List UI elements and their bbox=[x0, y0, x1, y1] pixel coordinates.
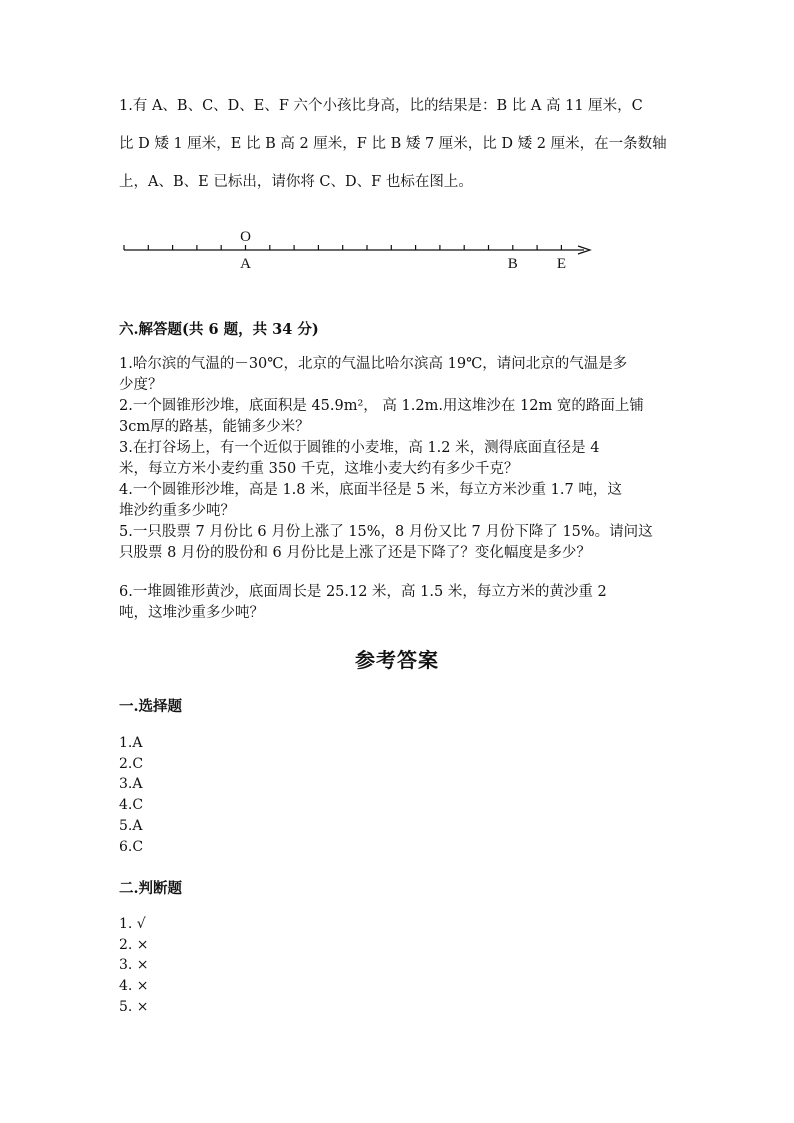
origin-label: O bbox=[240, 229, 251, 245]
problem-line-3: 上，A、B、E 已标出，请你将 C、D、F 也标在图上。 bbox=[119, 174, 473, 190]
section-6-heading: 六.解答题(共 6 题，共 34 分) bbox=[119, 321, 319, 338]
choice-answer-2: 2.C bbox=[119, 755, 144, 772]
question-2-line-1: 2.一个圆锥形沙堆，底面积是 45.9m²， 高 1.2m.用这堆沙在 12m 宽的路面上铺 bbox=[119, 398, 644, 414]
judgment-answer-5: 5. × bbox=[119, 998, 149, 1015]
question-4-line-2: 堆沙约重多少吨？ bbox=[119, 503, 235, 519]
judgment-answer-3: 3. × bbox=[119, 957, 149, 974]
answer-key-title: 参考答案 bbox=[355, 648, 439, 672]
question-6-line-1: 6.一堆圆锥形黄沙，底面周长是 25.12 米，高 1.5 米，每立方米的黄沙重 2 bbox=[119, 584, 607, 600]
point-label-a: A bbox=[240, 256, 251, 272]
problem-line-1: 1.有 A、B、C、D、E、F 六个小孩比身高，比的结果是：B 比 A 高 11 厘米，C bbox=[119, 98, 643, 114]
choice-answer-4: 4.C bbox=[119, 797, 144, 814]
judgment-answers-list bbox=[119, 914, 149, 1018]
judgment-answer-2: 2. × bbox=[119, 936, 149, 953]
choice-answer-6: 6.C bbox=[119, 838, 144, 855]
number-line bbox=[110, 222, 610, 282]
point-label-e: E bbox=[556, 256, 566, 272]
question-4-line-1: 4.一个圆锥形沙堆，高是 1.8 米，底面半径是 5 米，每立方米沙重 1.7 吨，这 bbox=[119, 482, 622, 498]
choice-answer-5: 5.A bbox=[119, 817, 143, 834]
question-2-line-2: 3cm厚的路基，能铺多少米？ bbox=[119, 419, 310, 435]
question-1-line-1: 1.哈尔滨的气温的－30℃，北京的气温比哈尔滨高 19℃，请问北京的气温是多 bbox=[119, 356, 628, 372]
question-5-line-2: 只股票 8 月份的股份和 6 月份比是上涨了还是下降了？变化幅度是多少？ bbox=[119, 545, 591, 561]
point-label-b: B bbox=[507, 256, 518, 272]
judgment-answer-4: 4. × bbox=[119, 978, 149, 995]
choice-answer-3: 3.A bbox=[119, 776, 143, 793]
question-list bbox=[119, 354, 679, 624]
answers-section-2-heading: 二.判断题 bbox=[119, 880, 183, 897]
choice-answers-list bbox=[119, 733, 143, 857]
question-1-line-2: 少度？ bbox=[119, 377, 163, 393]
judgment-answer-1: 1. √ bbox=[119, 916, 146, 932]
question-3-line-2: 米，每立方米小麦约重 350 千克，这堆小麦大约有多少千克？ bbox=[119, 461, 519, 477]
question-5-line-1: 5.一只股票 7 月份比 6 月份上涨了 15%，8 月份又比 7 月份下降了 15%。请问这 bbox=[119, 524, 653, 540]
question-3-line-1: 3.在打谷场上，有一个近似于圆锥的小麦堆，高 1.2 米，测得底面直径是 4 bbox=[119, 440, 600, 456]
question-6-line-2: 吨，这堆沙重多少吨？ bbox=[119, 605, 264, 621]
answers-section-1-heading: 一.选择题 bbox=[119, 698, 183, 715]
problem-line-2: 比 D 矮 1 厘米，E 比 B 高 2 厘米，F 比 B 矮 7 厘米，比 D 矮 2 厘米，在一条数轴 bbox=[119, 136, 667, 152]
choice-answer-1: 1.A bbox=[119, 735, 143, 751]
tick-marks bbox=[124, 245, 561, 250]
